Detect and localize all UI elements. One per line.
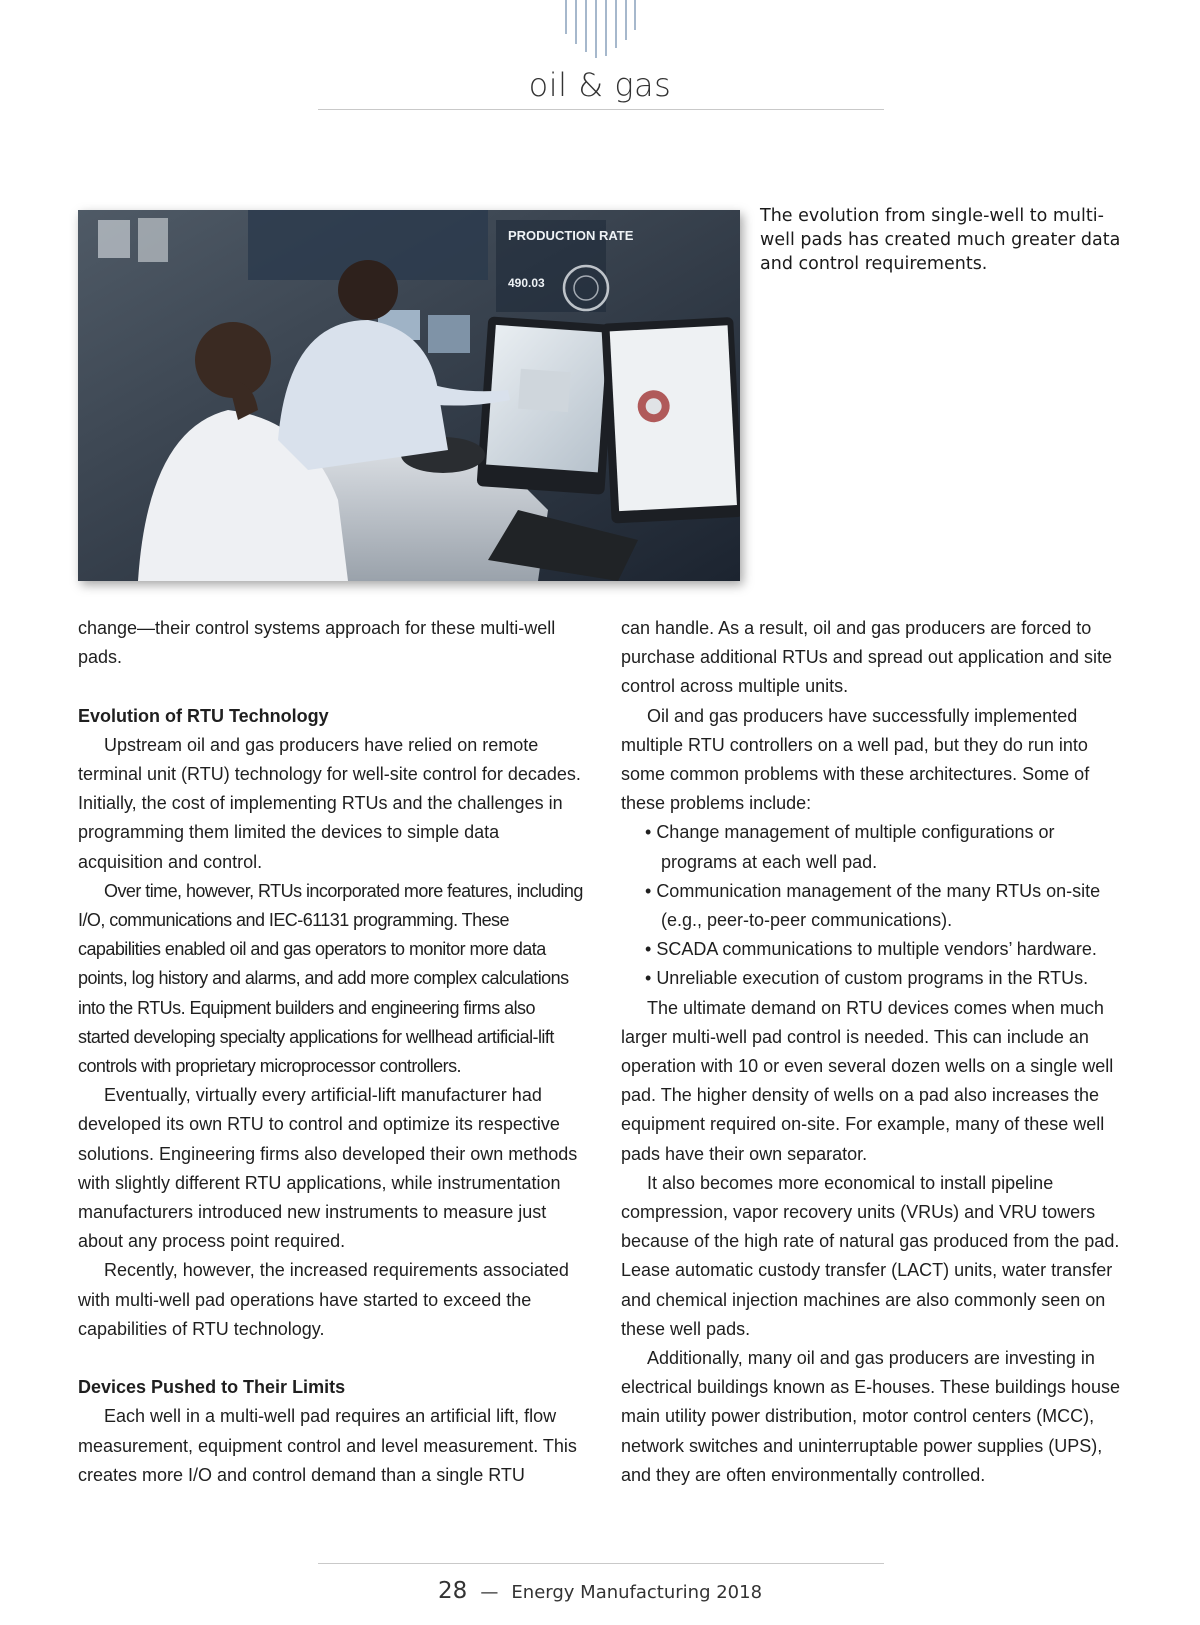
list-item: • Unreliable execution of custom programs in the RTUs. [621,964,1129,993]
control-room-photo [78,210,740,581]
body-paragraph: It also becomes more economical to install pipeline compression, vapor recovery units (VRUs) and VRU towers because of the high rate of natural gas produced from the pad. Lease automatic custody transfer (LACT) units, water transfer and chemical injection machines are also commonly seen on these well pads. [621,1172,1120,1339]
spacer [78,1344,588,1373]
publication-name: Energy Manufacturing 2018 [511,1582,763,1603]
header-rule [318,109,884,110]
page-footer [0,1578,1200,1604]
photo-caption: The evolution from single-well to multi-well pads has created much greater data and control requirements. [760,206,1121,274]
footer-separator: — [480,1582,499,1603]
list-item: • Communication management of the many RTUs on-site (e.g., peer-to-peer communications). [621,877,1129,935]
body-paragraph: Oil and gas producers have successfully implemented multiple RTU controllers on a well pad, but they do run into some common problems with these architectures. Some of these problems include: [621,705,1090,814]
page-number: 28 [437,1578,468,1604]
spacer [78,672,588,701]
body-paragraph: Eventually, virtually every artificial-lift manufacturer had developed its own RTU to control and optimize its respective solutions. Engineering firms also developed their own methods with slightly different RTU applications, while instrumentation manufacturers introduced new instruments to measure just about any process point required. [78,1085,578,1252]
right-column [621,614,1129,1490]
body-paragraph: Recently, however, the increased requirements associated with multi-well pad operations have started to exceed the capabilities of RTU technology. [78,1260,569,1339]
problems-list [621,818,1129,993]
body-paragraph: The ultimate demand on RTU devices comes when much larger multi-well pad control is needed. This can include an operation with 10 or even several dozen wells on a single well pad. The higher density of wells on a pad also increases the equipment required on-site. For example, many of these well pads have their own separator. [621,997,1114,1164]
body-paragraph: Upstream oil and gas producers have relied on remote terminal unit (RTU) technology for well-site control for decades. Initially, the cost of implementing RTUs and the challenges in programming them limited the devices to simple data acquisition and control. [78,734,581,872]
list-item: • SCADA communications to multiple vendors’ hardware. [621,935,1129,964]
left-column [78,614,588,1490]
section-title: oil & gas [528,66,672,104]
footer-rule [318,1563,884,1564]
body-paragraph: Over time, however, RTUs incorporated more features, including I/O, communications and IEC-61131 programming. These capabilities enabled oil and gas operators to monitor more data points, log history and alarms, and add more complex calculations into the RTUs. Equipment builders and engineering firms also started developing specialty applications for wellhead artificial-lift controls with proprietary microprocessor controllers. [78,880,583,1077]
subheading-rtu-evolution: Evolution of RTU Technology [78,705,329,726]
header-stripe-ornament [562,0,638,60]
continued-paragraph: change—their control systems approach for these multi-well pads. [78,618,556,668]
list-item: • Change management of multiple configurations or programs at each well pad. [621,818,1129,876]
overlay-title: PRODUCTION RATE [508,228,634,243]
body-paragraph: Each well in a multi-well pad requires an artificial lift, flow measurement, equipment control and level measurement. This creates more I/O and control demand than a single RTU [78,1406,577,1485]
subheading-devices-limits: Devices Pushed to Their Limits [78,1377,346,1398]
continued-paragraph: can handle. As a result, oil and gas producers are forced to purchase additional RTUs and spread out application and site control across multiple units. [621,618,1112,697]
body-paragraph: Additionally, many oil and gas producers are investing in electrical buildings known as E-houses. These buildings house main utility power distribution, motor control centers (MCC), network switches and uninterruptable power supplies (UPS), and they are often environmentally controlled. [621,1348,1120,1485]
overlay-value: 490.03 [508,276,545,290]
